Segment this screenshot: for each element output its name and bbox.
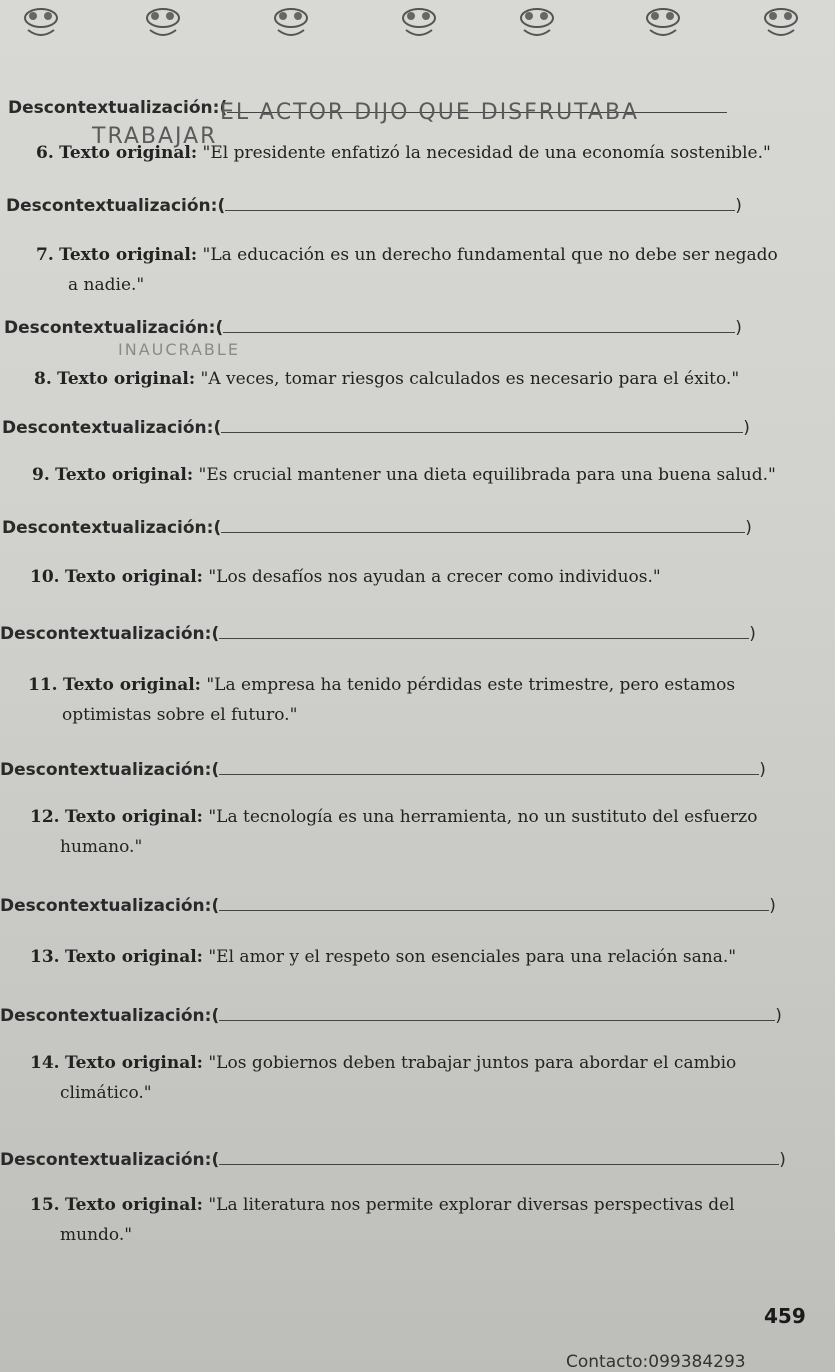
ornament-icon [640, 2, 686, 42]
handwritten-answer: INAUCRABLE [118, 340, 240, 359]
descontext-line[interactable]: Descontextualización:( ) [6, 196, 742, 216]
item-11: 11. Texto original: "La empresa ha tenido pérdidas este trimestre, pero estamos optimistas sobre el futuro." [28, 675, 736, 725]
descontext-line[interactable]: Descontextualización:( ) [4, 318, 742, 338]
answer-blank[interactable] [219, 1004, 775, 1021]
ornament-icon [140, 2, 186, 42]
item-8: 8. Texto original: "A veces, tomar riesgos calculados es necesario para el éxito." [34, 369, 740, 389]
page-number: 459 [764, 1304, 806, 1328]
contact-footer: Contacto:099384293 [566, 1352, 746, 1372]
answer-blank[interactable] [223, 316, 735, 333]
answer-blank[interactable] [219, 894, 769, 911]
item-15: 15. Texto original: "La literatura nos permite explorar diversas perspectivas del mundo." [30, 1195, 735, 1245]
ornament-icon [268, 2, 314, 42]
answer-blank[interactable] [221, 416, 743, 433]
answer-blank[interactable] [219, 1148, 779, 1165]
descontext-line[interactable]: Descontextualización:( [8, 96, 727, 118]
item-14: 14. Texto original: "Los gobiernos deben trabajar juntos para abordar el cambio climático." [30, 1053, 737, 1103]
item-7: 7. Texto original: "La educación es un derecho fundamental que no debe ser negado a nadie." [36, 245, 778, 295]
item-10: 10. Texto original: "Los desafíos nos ayudan a crecer como individuos." [30, 567, 661, 587]
handwritten-answer: EL ACTOR DIJO QUE DISFRUTABA [220, 100, 640, 125]
decorative-border [0, 0, 835, 52]
ornament-icon [396, 2, 442, 42]
ornament-icon [758, 2, 804, 42]
descontext-line[interactable]: Descontextualización:( ) [0, 896, 776, 916]
descontext-line[interactable]: Descontextualización:( ) [0, 1150, 786, 1170]
descontext-line[interactable]: Descontextualización:( ) [2, 518, 752, 538]
handwritten-answer: TRABAJAR [92, 124, 218, 149]
item-12: 12. Texto original: "La tecnología es una herramienta, no un sustituto del esfuerzo humano." [30, 807, 758, 857]
item-6: 6. Texto original: "El presidente enfatizó la necesidad de una economía sostenible." [36, 143, 771, 163]
descontext-line[interactable]: Descontextualización:( ) [0, 1006, 782, 1026]
answer-blank[interactable] [219, 622, 749, 639]
item-13: 13. Texto original: "El amor y el respeto son esenciales para una relación sana." [30, 947, 737, 967]
answer-blank[interactable] [221, 516, 745, 533]
descontext-line[interactable]: Descontextualización:( ) [0, 624, 756, 644]
answer-blank[interactable] [219, 758, 759, 775]
descontext-line[interactable]: Descontextualización:( ) [0, 760, 766, 780]
ornament-icon [18, 2, 64, 42]
ornament-icon [514, 2, 560, 42]
answer-blank[interactable] [225, 194, 735, 211]
descontext-line[interactable]: Descontextualización:( ) [2, 418, 750, 438]
item-9: 9. Texto original: "Es crucial mantener una dieta equilibrada para una buena salud." [32, 465, 776, 485]
